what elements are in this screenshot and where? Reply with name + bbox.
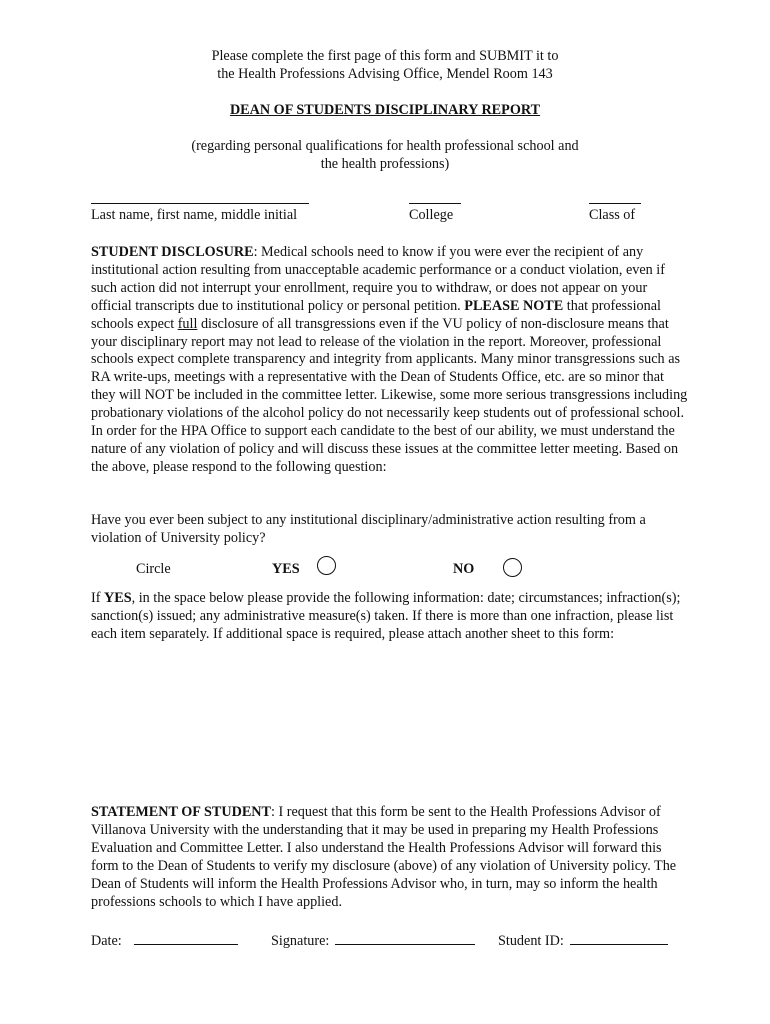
name-field-line[interactable]: [91, 203, 309, 204]
signature-label: Signature:: [271, 933, 330, 949]
no-option-label: NO: [453, 561, 475, 577]
class-field-label: Class of: [589, 207, 636, 223]
date-line[interactable]: [134, 930, 238, 945]
disciplinary-question: Have you ever been subject to any institutional disciplinary/administrative action resulting from a violation of University policy?: [91, 512, 646, 546]
yes-radio-circle[interactable]: [317, 556, 336, 575]
if-yes-prefix: If: [91, 590, 104, 606]
disclosure-text-1: : Medical schools need to know if you were ever the recipient of any institutional action resulting from unacceptable academic performance or a conduct violation, even if such action did not interrupt your enrollment, require you to withdraw, or does not appear on your official transcripts due to institutional policy or personal petition.: [91, 244, 665, 314]
circle-instruction: Circle: [136, 561, 171, 577]
date-field: [91, 930, 238, 951]
if-yes-emphasis: YES: [104, 590, 132, 606]
full-emphasis: full: [177, 315, 198, 332]
submit-instruction-line-1: Please complete the first page of this form and SUBMIT it to: [211, 48, 559, 64]
violation-details-space[interactable]: [91, 666, 691, 796]
form-title: DEAN OF STUDENTS DISCIPLINARY REPORT: [229, 102, 541, 118]
statement-heading: STATEMENT OF STUDENT: [91, 804, 272, 820]
disclosure-text-3: disclosure of all transgressions even if the VU policy of non-disclosure means that your disciplinary report may not lead to release of the violation in the report. Moreover, professional schools expect complete transparency and integrity from applicants. Many minor transgressions such as RA write-ups, meetings with a representative with the Dean of Students Office, etc. are so minor that they will NOT be included in the committee letter. Likewise, some more serious transgressions including probationary violations of the alcohol policy do not necessarily keep students out of professional school. In order for the HPA Office to support each candidate to the best of our ability, we must understand the nature of any violation of policy and will discuss these issues at the committee letter meeting. Based on the above, please respond to the following question:: [91, 315, 688, 475]
submit-instruction-line-2: the Health Professions Advising Office, Mendel Room 143: [217, 66, 553, 82]
form-subtitle-line-1: (regarding personal qualifications for health professional school and: [191, 138, 579, 154]
date-label: Date:: [91, 933, 122, 949]
statement-text: : I request that this form be sent to the Health Professions Advisor of Villanova University with the understanding that it may be used in preparing my Health Professions Evaluation and Committee Letter. I also understand the Health Professions Advisor will forward this form to the Dean of Students to verify my disclosure (above) of any violation of University policy. The Dean of Students will inform the Health Professions Advisor who, in turn, may so inform the health professions schools to which I have applied.: [91, 804, 677, 910]
if-yes-instructions: [91, 590, 691, 644]
no-radio-circle[interactable]: [503, 558, 522, 577]
class-field-line[interactable]: [589, 203, 641, 204]
signature-line[interactable]: [335, 930, 475, 945]
student-id-label: Student ID:: [498, 933, 564, 949]
student-id-field: [498, 930, 668, 951]
student-disclosure-paragraph: [91, 244, 691, 477]
if-yes-text: , in the space below please provide the following information: date; circumstances; infraction(s); sanction(s) issued; any administrative measure(s) taken. If there is more than one infraction, please list each item separately. If additional space is required, please attach another sheet to this form:: [91, 590, 681, 642]
signature-field: [271, 930, 475, 951]
student-id-line[interactable]: [570, 930, 668, 945]
please-note-emphasis: PLEASE NOTE: [464, 297, 564, 314]
disclosure-text-2: that professional schools expect: [91, 297, 661, 332]
name-field-label: Last name, first name, middle initial: [91, 207, 298, 223]
yes-option-label: YES: [272, 561, 300, 577]
student-disclosure-heading: STUDENT DISCLOSURE: [91, 244, 254, 260]
statement-of-student-paragraph: [91, 804, 691, 911]
college-field-label: College: [409, 207, 454, 223]
form-subtitle-line-2: the health professions): [320, 156, 450, 172]
college-field-line[interactable]: [409, 203, 461, 204]
